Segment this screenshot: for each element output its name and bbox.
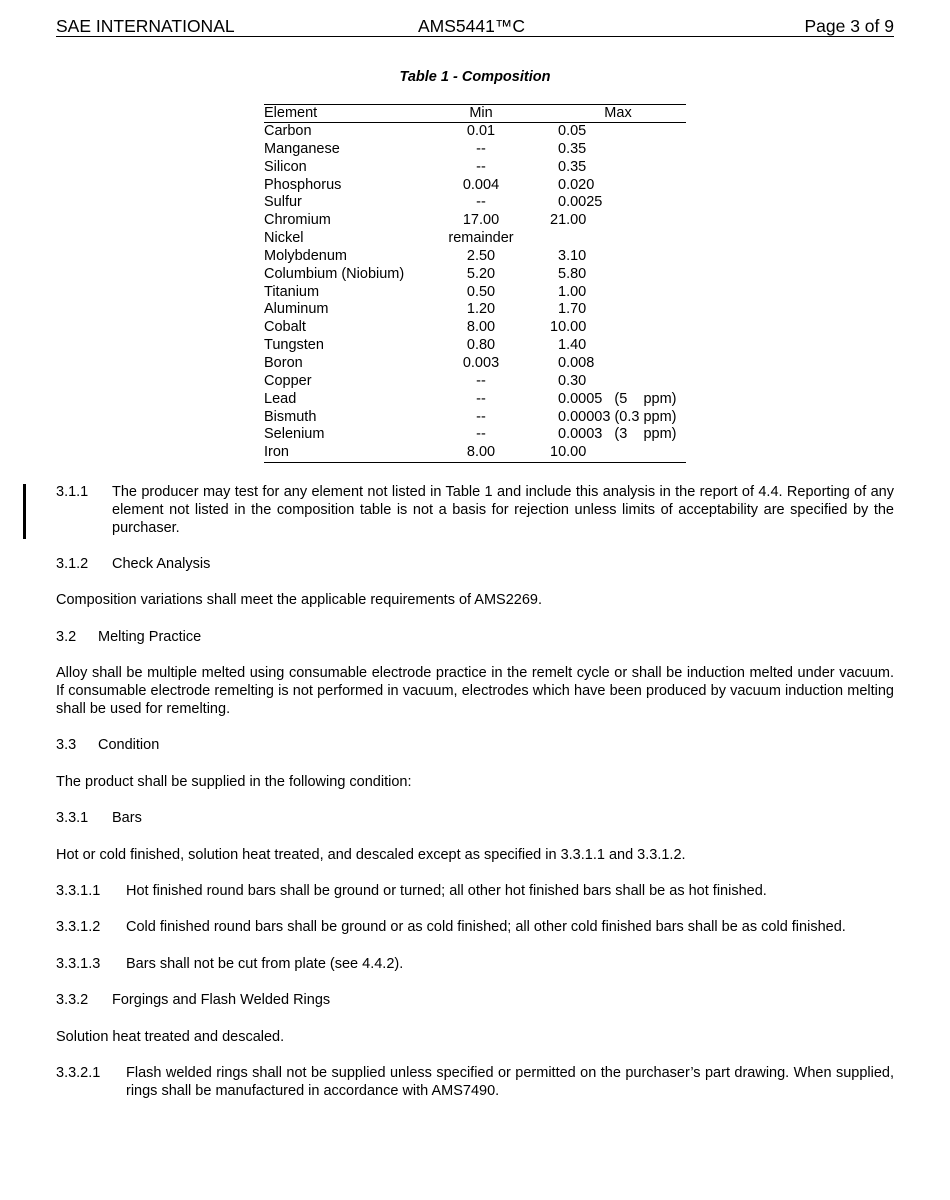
cell-element: Lead — [264, 390, 297, 407]
section-3-3-1-3-text: Bars shall not be cut from plate (see 4.4.2). — [126, 956, 404, 972]
table-row — [264, 194, 686, 212]
composition-table — [264, 104, 686, 463]
section-3-3-1-1-text: Hot finished round bars shall be ground or turned; all other hot finished bars shall be as hot finished. — [126, 883, 767, 899]
section-number-3-3: 3.3 — [56, 737, 77, 753]
section-title-bars: Bars — [112, 810, 142, 826]
section-number-3-3-2-1: 3.3.2.1 — [56, 1065, 101, 1081]
column-header-min: Min — [469, 105, 493, 121]
section-title-condition: Condition — [98, 737, 160, 753]
cell-element: Phosphorus — [264, 176, 342, 193]
cell-min: -- — [476, 390, 486, 407]
table-row — [264, 355, 686, 373]
cell-element: Boron — [264, 354, 303, 371]
table-header-row — [264, 104, 686, 123]
table-caption: Table 1 - Composition — [399, 69, 551, 85]
table-row — [264, 141, 686, 159]
header-doc-id: AMS5441™C — [418, 16, 525, 36]
cell-min: 5.20 — [466, 265, 496, 282]
cell-element: Tungsten — [264, 337, 324, 354]
cell-min: 0.80 — [466, 337, 496, 354]
table-row — [264, 319, 686, 337]
cell-min: -- — [476, 194, 486, 211]
cell-element: Sulfur — [264, 194, 302, 211]
cell-min: 17.00 — [462, 212, 500, 229]
header-page-number: Page 3 of 9 — [804, 16, 894, 36]
cell-element: Silicon — [264, 158, 307, 175]
cell-max: 0.35 — [558, 158, 587, 175]
table-row — [264, 373, 686, 391]
cell-min: -- — [476, 408, 486, 425]
cell-min: -- — [476, 372, 486, 389]
cell-max: 10.00 — [550, 319, 587, 336]
table-row — [264, 409, 686, 427]
table-row — [264, 177, 686, 195]
table-row — [264, 391, 686, 409]
cell-max: 0.020 — [558, 176, 595, 193]
cell-max: 0.008 — [558, 354, 595, 371]
section-number-3-3-1-3: 3.3.1.3 — [56, 956, 101, 972]
section-title-forgings: Forgings and Flash Welded Rings — [112, 992, 331, 1008]
table-row — [264, 444, 686, 463]
table-row — [264, 230, 686, 248]
cell-element: Aluminum — [264, 301, 329, 318]
page-header — [56, 16, 894, 37]
table-row — [264, 212, 686, 230]
cell-max: 0.0003 (3 ppm) — [558, 426, 677, 443]
cell-min: -- — [476, 426, 486, 443]
cell-element: Carbon — [264, 123, 312, 139]
cell-max: 0.0005 (5 ppm) — [558, 390, 677, 407]
cell-max: 0.0025 — [558, 194, 603, 211]
revision-bar — [23, 484, 26, 539]
section-3-3-1-2-text: Cold finished round bars shall be ground or as cold finished; all other cold finished bars shall be as cold finished. — [126, 919, 846, 935]
cell-min: 0.003 — [462, 354, 500, 371]
cell-max: 0.30 — [558, 372, 587, 389]
cell-element: Manganese — [264, 140, 340, 157]
cell-max: 0.05 — [558, 123, 587, 139]
cell-element: Bismuth — [264, 408, 317, 425]
column-header-max: Max — [604, 105, 632, 121]
section-number-3-3-1-2: 3.3.1.2 — [56, 919, 101, 935]
section-3-3-text: The product shall be supplied in the following condition: — [56, 774, 412, 790]
section-number-3-2: 3.2 — [56, 629, 77, 645]
section-3-2-text: Alloy shall be multiple melted using consumable electrode practice in the remelt cycle or shall be induction melted under vacuum. If consumable electrode remelting is not performed in vacuum, electrodes which have been produced by vacuum induction melting shall be used for remelting. — [56, 665, 894, 717]
cell-max: 0.35 — [558, 140, 587, 157]
section-title-melting-practice: Melting Practice — [98, 629, 202, 645]
cell-element: Titanium — [264, 283, 320, 300]
table-row — [264, 159, 686, 177]
table-row — [264, 266, 686, 284]
cell-max: 5.80 — [558, 265, 587, 282]
section-3-3-1-text: Hot or cold finished, solution heat treated, and descaled except as specified in 3.3.1.1 and 3.3.1.2. — [56, 847, 686, 863]
table-row — [264, 284, 686, 302]
cell-max: 1.70 — [558, 301, 587, 318]
cell-element: Iron — [264, 444, 289, 461]
section-number-3-3-1-1: 3.3.1.1 — [56, 883, 101, 899]
section-number-3-1-2: 3.1.2 — [56, 556, 89, 572]
section-3-1-2-text: Composition variations shall meet the applicable requirements of AMS2269. — [56, 592, 543, 608]
cell-max: 3.10 — [558, 247, 587, 264]
cell-min: 0.004 — [462, 176, 500, 193]
cell-min: 2.50 — [466, 247, 496, 264]
table-row — [264, 123, 686, 141]
header-org: SAE INTERNATIONAL — [56, 16, 235, 36]
cell-element: Nickel — [264, 230, 304, 247]
section-title-check-analysis: Check Analysis — [112, 556, 211, 572]
cell-element: Selenium — [264, 426, 325, 443]
cell-element: Molybdenum — [264, 247, 348, 264]
section-number-3-3-1: 3.3.1 — [56, 810, 89, 826]
cell-max: 1.40 — [558, 337, 587, 354]
column-header-element: Element — [264, 105, 318, 121]
section-3-3-2-text: Solution heat treated and descaled. — [56, 1029, 285, 1045]
cell-min: -- — [476, 158, 486, 175]
cell-min: 8.00 — [466, 444, 496, 461]
table-row — [264, 426, 686, 444]
cell-min: 8.00 — [466, 319, 496, 336]
cell-element: Cobalt — [264, 319, 306, 336]
section-3-1-1-text: The producer may test for any element not listed in Table 1 and include this analysis in the report of 4.4. Reporting of any element not listed in the composition table is not a basis for rejection unless limits of acceptability are specified by the purchaser. — [112, 484, 894, 536]
cell-min: -- — [476, 140, 486, 157]
section-3-3-2-1-text: Flash welded rings shall not be supplied unless specified or permitted on the purchaser’s part drawing. When supplied, rings shall be manufactured in accordance with AMS7490. — [126, 1065, 894, 1099]
table-row — [264, 248, 686, 266]
cell-min: 0.01 — [466, 123, 496, 139]
table-row — [264, 301, 686, 319]
cell-max: 0.00003 (0.3 ppm) — [558, 408, 677, 425]
section-number-3-1-1: 3.1.1 — [56, 484, 89, 500]
cell-max: 1.00 — [558, 283, 587, 300]
cell-min: 1.20 — [466, 301, 496, 318]
cell-min: 0.50 — [466, 283, 496, 300]
cell-element: Chromium — [264, 212, 331, 229]
table-row — [264, 337, 686, 355]
cell-element: Copper — [264, 372, 312, 389]
cell-element: Columbium (Niobium) — [264, 265, 405, 282]
cell-max: 21.00 — [550, 212, 587, 229]
cell-max: 10.00 — [550, 444, 587, 461]
cell-min: remainder — [448, 230, 514, 247]
section-number-3-3-2: 3.3.2 — [56, 992, 89, 1008]
